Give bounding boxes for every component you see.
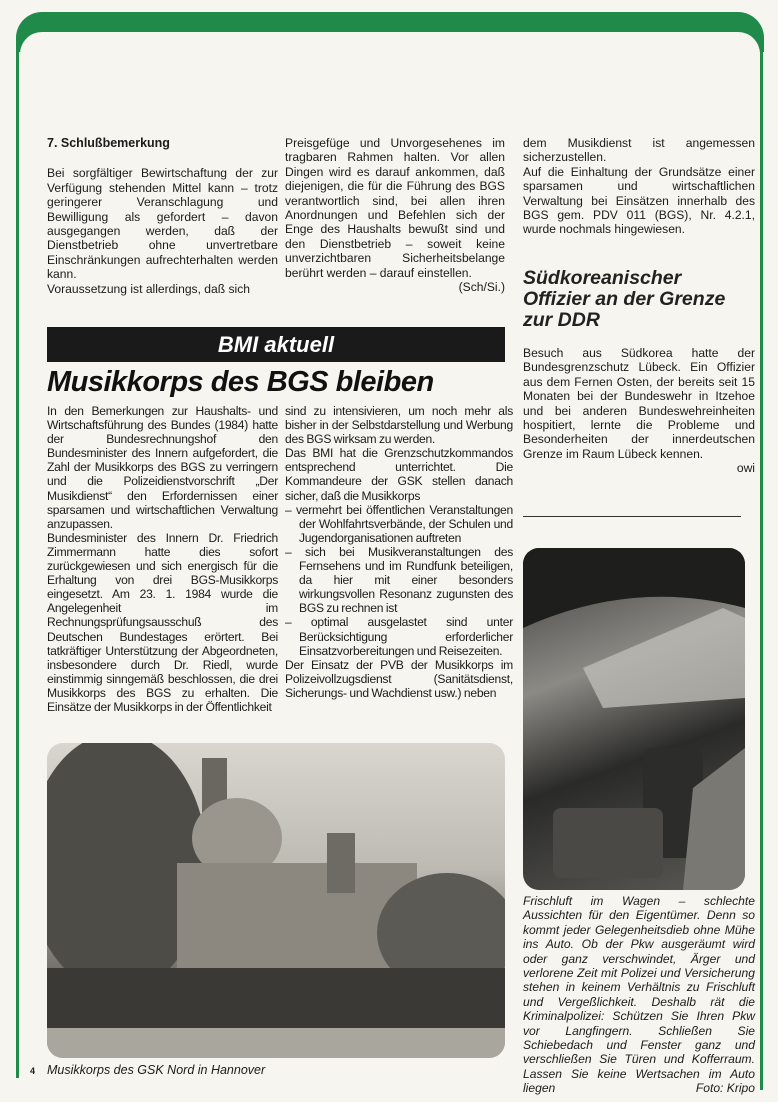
bullet-item: – sich bei Musikveranstaltungen des Fernsehens und im Rundfunk beteiligen, da hier mit einer besonders wirkungsvollen Resonanz zugunsten des BGS zu rechnen ist bbox=[285, 544, 513, 616]
photo-credit: Foto: Kripo bbox=[695, 1081, 755, 1096]
author-signature: owi bbox=[736, 461, 755, 476]
car-interior-photo-art bbox=[523, 548, 745, 890]
article-headline: Musikkorps des BGS bleiben bbox=[47, 366, 434, 398]
page-number: 4 bbox=[30, 1066, 36, 1076]
korea-article bbox=[523, 346, 755, 476]
paragraph: Bei sorgfältiger Bewirtschaftung der zur Verfügung stehenden Mittel kann – trotz geringerer Veranschlagung und Bewilligung als gefordert – davon ausgegangen werden, daß der Dienstbetrieb ohne unvertretbare Einschränkungen aufrechterhalten werden kann. bbox=[47, 166, 278, 282]
article-col2 bbox=[285, 404, 513, 700]
divider bbox=[523, 516, 741, 517]
band-photo bbox=[47, 743, 505, 1058]
paragraph: In den Bemerkungen zur Haushalts- und Wirtschaftsführung des Bundes (1984) hatte der Bundesrechnungshof den Bundesminister des Innern aufgefordert, die Zahl der Musikkorps des BGS zu verringern und die Polizeidienstvorschrift „Der Musikdienst“ den Erfordernissen einer sparsamen und wirtschaftlichen Verwaltung anzupassen. bbox=[47, 404, 278, 531]
caption-text: Frischluft im Wagen – schlechte Aussichten für den Eigentümer. Denn so kommt jeder Gelegenheitsdieb ohne Mühe ins Auto. Ob der Pkw ausgeräumt wird oder ganz verschwindet, Ärger und verlorene Zeit mit Polizei und Versicherung stehen in keinem Verhältnis zu Frischluft und Vergeßlichkeit. Deshalb rät die Kriminalpolizei: Schützen Sie Ihren Pkw vor Langfingern. Schließen Sie Schiebedach und Fenster ganz und verschließen Sie Türen und Kofferraum. Lassen Sie keine Wertsachen im Auto liegen bbox=[523, 894, 755, 1096]
paragraph: Das BMI hat die Grenzschutzkommandos entsprechend unterrichtet. Die Kommandeure der GSK stellen danach sicher, daß die Musikkorps bbox=[285, 446, 513, 503]
band-photo-caption: Musikkorps des GSK Nord in Hannover bbox=[47, 1063, 266, 1077]
car-interior-photo bbox=[523, 548, 745, 890]
green-frame-right bbox=[760, 40, 763, 1090]
paragraph: Besuch aus Südkorea hatte der Bundesgrenzschutz Lübeck. Ein Offizier aus dem Fernen Osten, der bereits seit 15 Monaten bei der Bundeswehr in Itzehoe und bei anderen Bundeswehreinheiten hospitiert, lernte die Probleme und Besonderheiten der innerdeutschen Grenze im Raum Lübeck kennen. bbox=[523, 346, 755, 461]
paragraph: dem Musikdienst ist angemessen sicherzustellen. bbox=[523, 136, 755, 165]
bullet-item: – optimal ausgelastet sind unter Berücksichtigung erforderlicher Einsatzvorbereitungen und Reisezeiten. bbox=[285, 615, 513, 658]
paragraph: Voraussetzung ist allerdings, daß sich bbox=[47, 281, 251, 296]
bullet-item: – vermehrt bei öffentlichen Veranstaltungen der Wohlfahrtsverbände, der Schulen und Jugendorganisationen auftreten bbox=[285, 502, 513, 545]
article-col3 bbox=[523, 136, 755, 237]
paragraph: sind zu intensivieren, um noch mehr als bisher in der Selbstdarstellung und Werbung des BGS wirksam zu werden. bbox=[285, 404, 513, 447]
section-banner: BMI aktuell bbox=[47, 327, 505, 362]
section7-col1 bbox=[47, 136, 278, 296]
paragraph: Auf die Einhaltung der Grundsätze einer sparsamen und wirtschaftlichen Verwaltung bei Einsätzen innerhalb des BGS gem. PDV 011 (BGS), Nr. 4.2.1, wurde nochmals hingewiesen. bbox=[523, 164, 755, 237]
paragraph: Der Einsatz der PVB der Musikkorps im Polizeivollzugsdienst (Sanitätsdienst, Sicherungs- und Wachdienst usw.) neben bbox=[285, 657, 513, 700]
korea-headline: Südkoreanischer Offizier an der Grenze zur DDR bbox=[523, 267, 726, 331]
paragraph: Bundesminister des Innern Dr. Friedrich Zimmermann hatte dies sofort zurückgewiesen und sich energisch für die Erhaltung von drei BGS-Musikkorps eingesetzt. Am 23. 1. 1984 wurde die Angelegenheit im Rechnungsprüfungsausschuß des Deutschen Bundestages erörtert. Bei tatkräftiger Unterstützung der Abgeordneten, insbesondere durch Dr. Riedl, wurde einstimmig sinngemäß beschlossen, die drei Musikkorps des BGS zu erhalten. Die Einsätze der Musikkorps in der Öffentlichkeit bbox=[47, 530, 278, 714]
author-signature: (Sch/Si.) bbox=[458, 280, 505, 295]
paragraph: Preisgefüge und Unvorgesehenes im tragbaren Rahmen halten. Vor allen Dingen wird es darauf ankommen, daß diejenigen, die für die Führung des BGS verantwortlich sind, bei allen ihren Anordnungen und Befehlen sich der Enge des Haushalts bewußt sind und den Dienstbetrieb – soweit keine unverzichtbaren Sicherheitsbelange berührt werden – darauf einstellen. bbox=[285, 136, 505, 280]
article-col1 bbox=[47, 404, 278, 714]
section-heading: 7. Schlußbemerkung bbox=[47, 136, 170, 150]
car-photo-caption bbox=[523, 894, 755, 1096]
green-frame-left bbox=[16, 40, 19, 1078]
section7-col2 bbox=[285, 136, 505, 294]
band-photo-art bbox=[47, 743, 505, 1058]
